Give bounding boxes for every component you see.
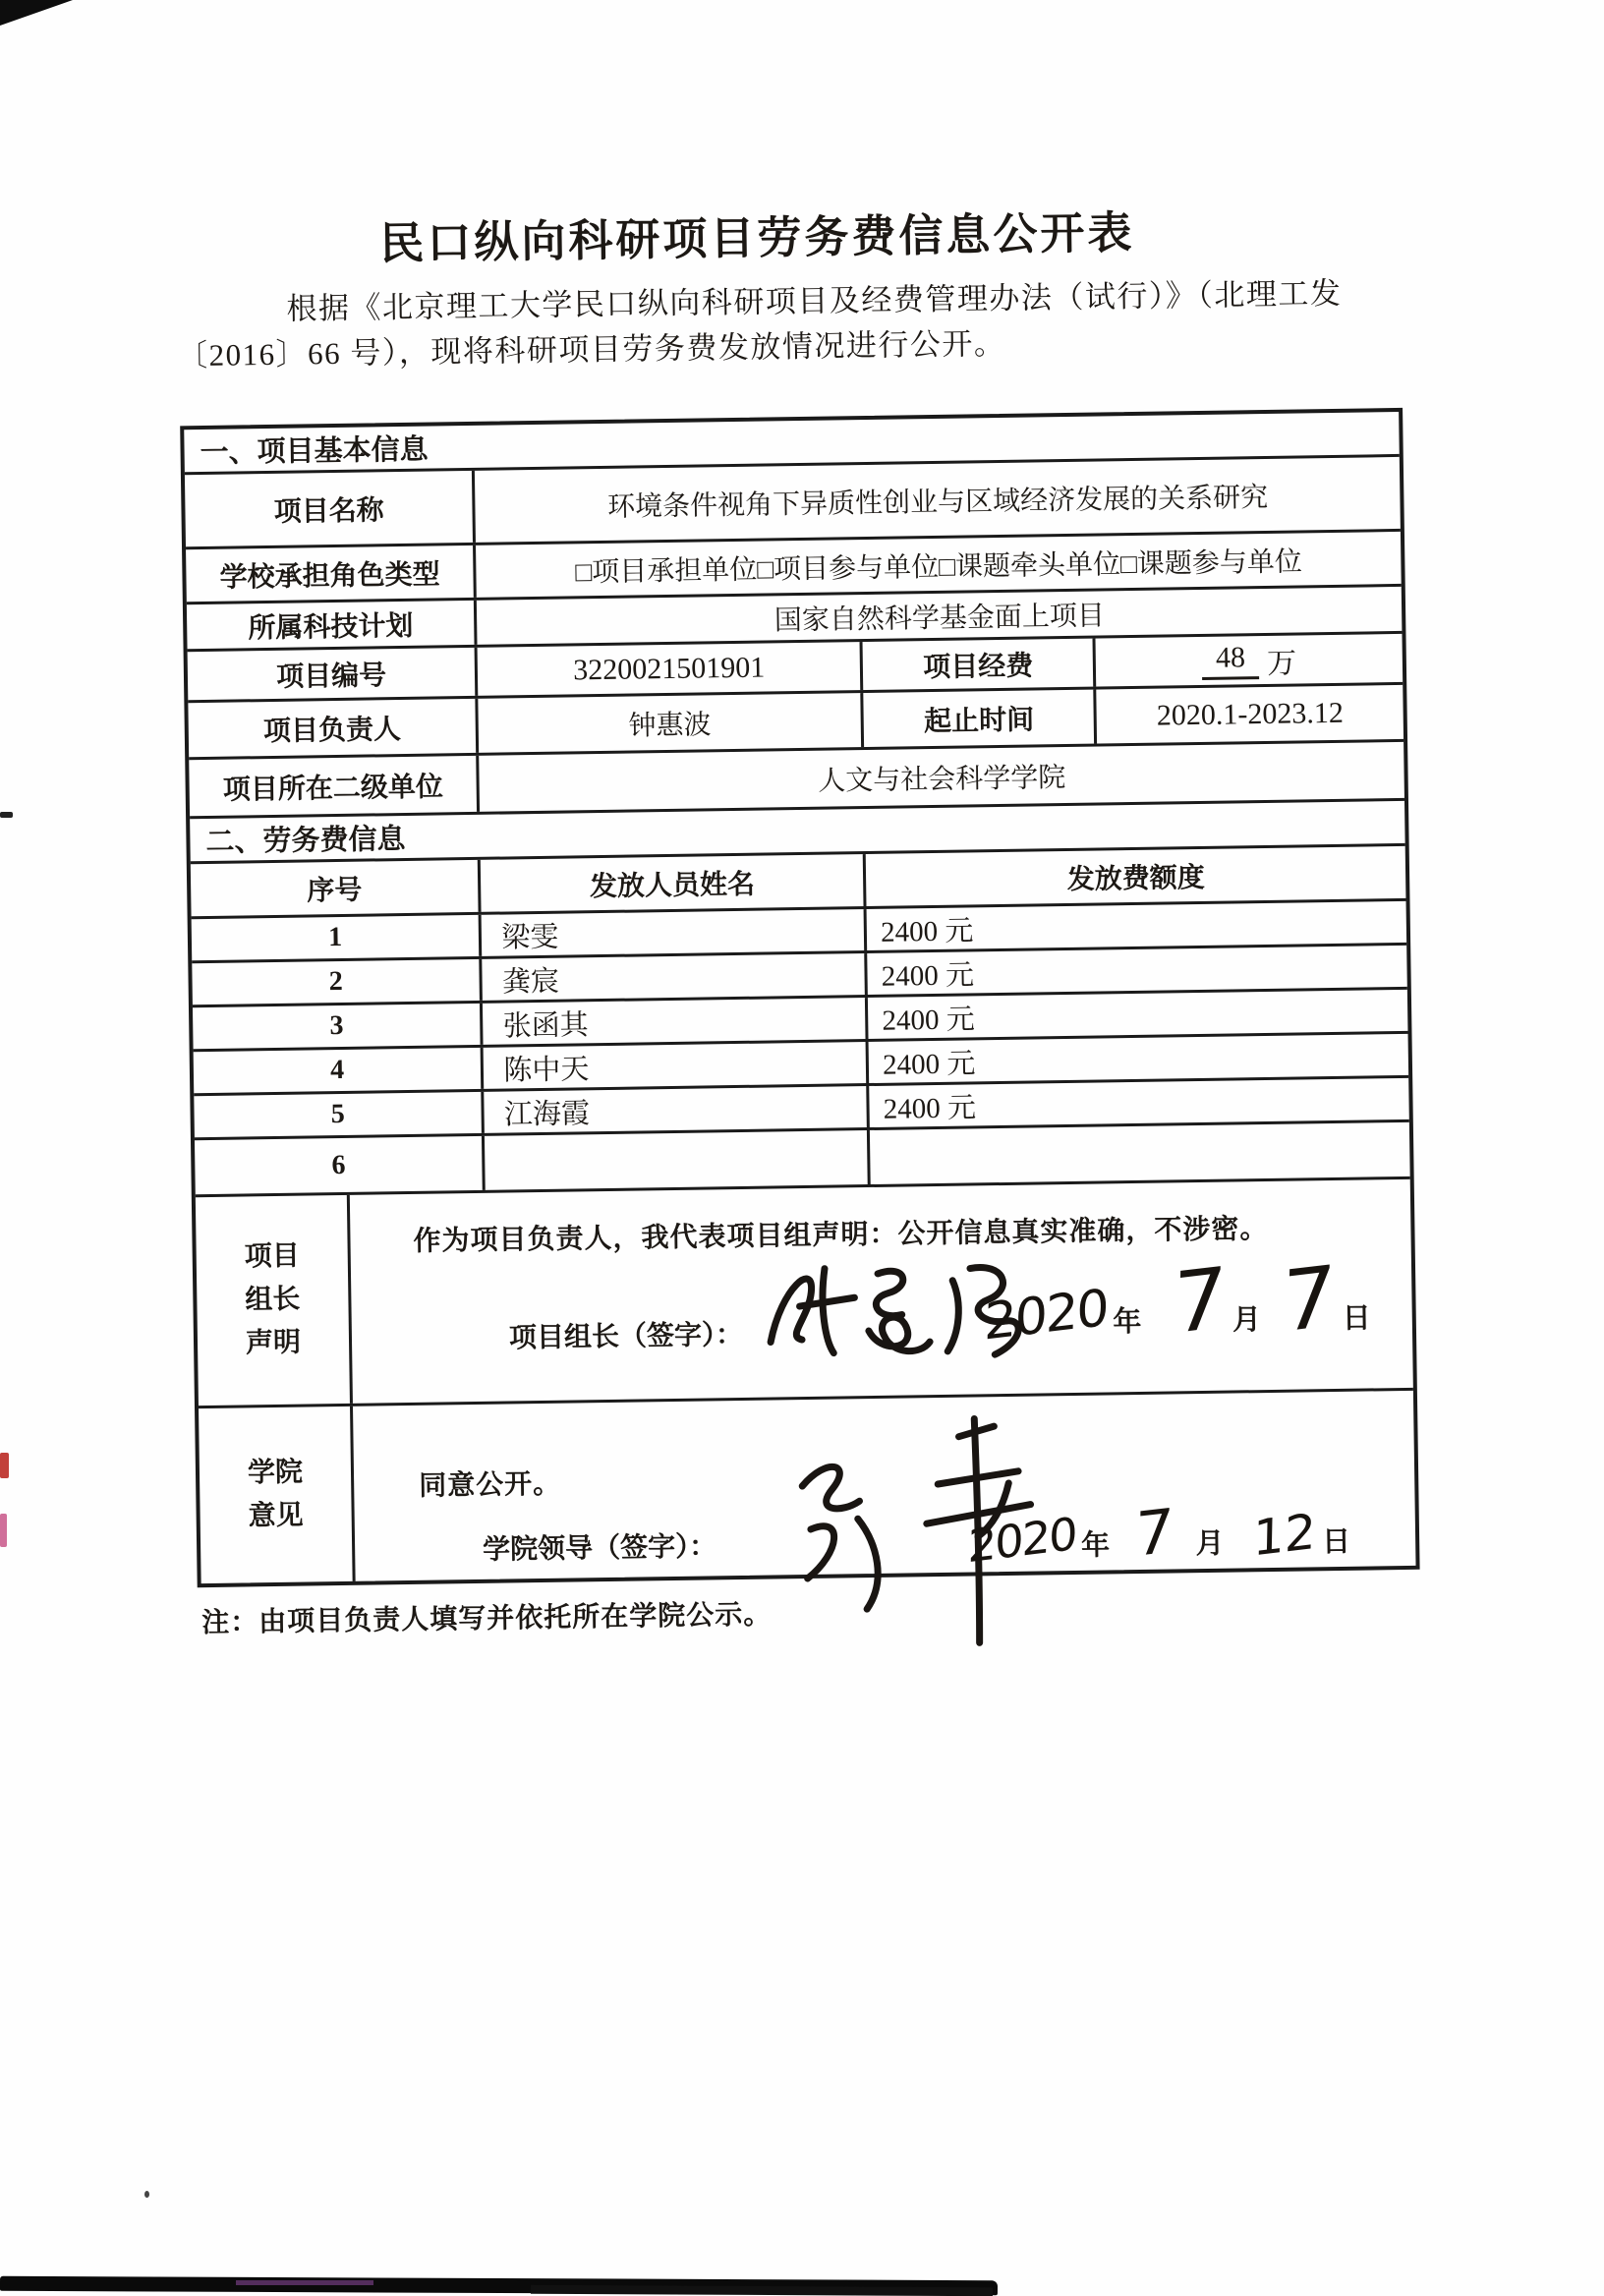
intro-line-1: 根据《北京理工大学民口纵向科研项目及经费管理办法（试行）》（北理工发: [286, 275, 1343, 326]
funding-amount: 48: [1202, 641, 1260, 680]
row-no: 1: [192, 915, 483, 960]
college-sign-label: 学院领导（签字）：: [482, 1531, 717, 1566]
scan-artifact-red-mark: [0, 1453, 9, 1478]
college-sign-date: [967, 1494, 1356, 1572]
duration-value: 2020.1-2023.12: [1156, 696, 1345, 732]
month-unit: 月: [1232, 1304, 1262, 1337]
scan-artifact-bottom-tint: [236, 2280, 373, 2285]
row-no: 2: [192, 959, 483, 1004]
scan-artifact-corner: [0, 0, 73, 26]
program-label: 所属科技计划: [187, 601, 478, 649]
hw-year: 2020: [983, 1279, 1109, 1352]
role-type-label: 学校承担角色类型: [186, 545, 477, 602]
department-label: 项目所在二级单位: [189, 756, 480, 816]
leader-value: 钟惠波: [479, 693, 865, 753]
section1-header: 一、项目基本信息: [184, 412, 1400, 475]
leader-statement-label: [196, 1195, 353, 1406]
college-opinion-body: [353, 1391, 1416, 1581]
section2-header: 二、劳务费信息: [190, 801, 1405, 864]
label-line: 项目: [244, 1240, 300, 1273]
duration-label: 起止时间: [863, 690, 1097, 748]
row-name: 陈中天: [484, 1042, 869, 1089]
college-opinion-label: [199, 1406, 356, 1583]
year-unit: 年: [1080, 1529, 1111, 1562]
leader-sign-date: [983, 1247, 1377, 1354]
row-amount: 2400 元: [881, 958, 975, 993]
project-number-value: 3220021501901: [478, 642, 863, 696]
funding-label: 项目经费: [863, 639, 1097, 691]
row-amount: 2400 元: [882, 1047, 976, 1081]
col-amount-header: 发放费额度: [1066, 862, 1205, 895]
label-line: 学院: [247, 1457, 304, 1489]
day-unit: 日: [1321, 1525, 1351, 1559]
hw-month: 7: [1133, 1494, 1175, 1571]
col-no-header: 序号: [191, 860, 482, 916]
program-value: 国家自然科学基金面上项目: [773, 600, 1106, 636]
hw-day: 7: [1281, 1247, 1338, 1352]
funding-value: [1096, 634, 1403, 687]
row-amount: 2400 元: [880, 914, 974, 948]
college-opinion-block: [199, 1391, 1416, 1583]
row-no: 3: [193, 1004, 484, 1049]
leader-label: 项目负责人: [188, 699, 479, 757]
main-form-table: [180, 408, 1419, 1587]
month-unit: 月: [1195, 1527, 1225, 1561]
label-line: 意见: [248, 1500, 304, 1532]
scan-artifact-dot: [144, 2191, 149, 2198]
row-name: 张函其: [483, 998, 868, 1045]
row-no: 6: [195, 1136, 486, 1194]
row-amount: 2400 元: [883, 1091, 977, 1125]
project-number-label: 项目编号: [188, 648, 479, 700]
funding-unit: 万: [1266, 647, 1297, 680]
hw-month: 7: [1171, 1249, 1229, 1354]
intro-line-2: 〔2016〕66 号），现将科研项目劳务费发放情况进行公开。: [176, 325, 1006, 373]
row-name: 梁雯: [482, 909, 867, 956]
leader-sign-label: 项目组长（签字）：: [508, 1319, 744, 1354]
role-type-options: □项目承担单位□项目参与单位□课题牵头单位□课题参与单位: [575, 545, 1303, 588]
row-name: [485, 1130, 871, 1190]
col-name-header: 发放人员姓名: [481, 854, 867, 912]
day-unit: 日: [1342, 1302, 1372, 1335]
project-name-value: 环境条件视角下异质性创业与区域经济发展的关系研究: [606, 482, 1269, 523]
row-amount: 2400 元: [882, 1003, 975, 1037]
page-title: 民口纵向科研项目劳务费信息公开表: [379, 206, 1135, 269]
hw-day: 12: [1252, 1503, 1317, 1568]
statement-text: 作为项目负责人，我代表项目组声明：公开信息真实准确，不涉密。: [413, 1214, 1269, 1257]
opinion-text: 同意公开。: [418, 1468, 562, 1502]
label-line: 组长: [245, 1284, 301, 1316]
row-name: 江海霞: [485, 1086, 870, 1133]
intro-paragraph: [176, 270, 1415, 379]
year-unit: 年: [1113, 1305, 1142, 1339]
hw-year: 2020: [966, 1507, 1076, 1574]
leader-statement-block: [196, 1179, 1413, 1408]
row-amount: [870, 1122, 1410, 1184]
row-no: 4: [194, 1048, 485, 1093]
scan-artifact-pink-mark: [0, 1514, 7, 1547]
label-line: 声明: [245, 1327, 302, 1359]
scan-artifact-edge-mark: [0, 812, 13, 818]
row-name: 龚宸: [483, 953, 868, 1001]
project-name-label: 项目名称: [185, 471, 476, 546]
department-value: 人文与社会科学学院: [818, 762, 1066, 797]
footnote: 注：由项目负责人填写并依托所在学院公示。: [201, 1599, 773, 1639]
row-no: 5: [194, 1092, 485, 1137]
leader-statement-body: [350, 1179, 1413, 1404]
